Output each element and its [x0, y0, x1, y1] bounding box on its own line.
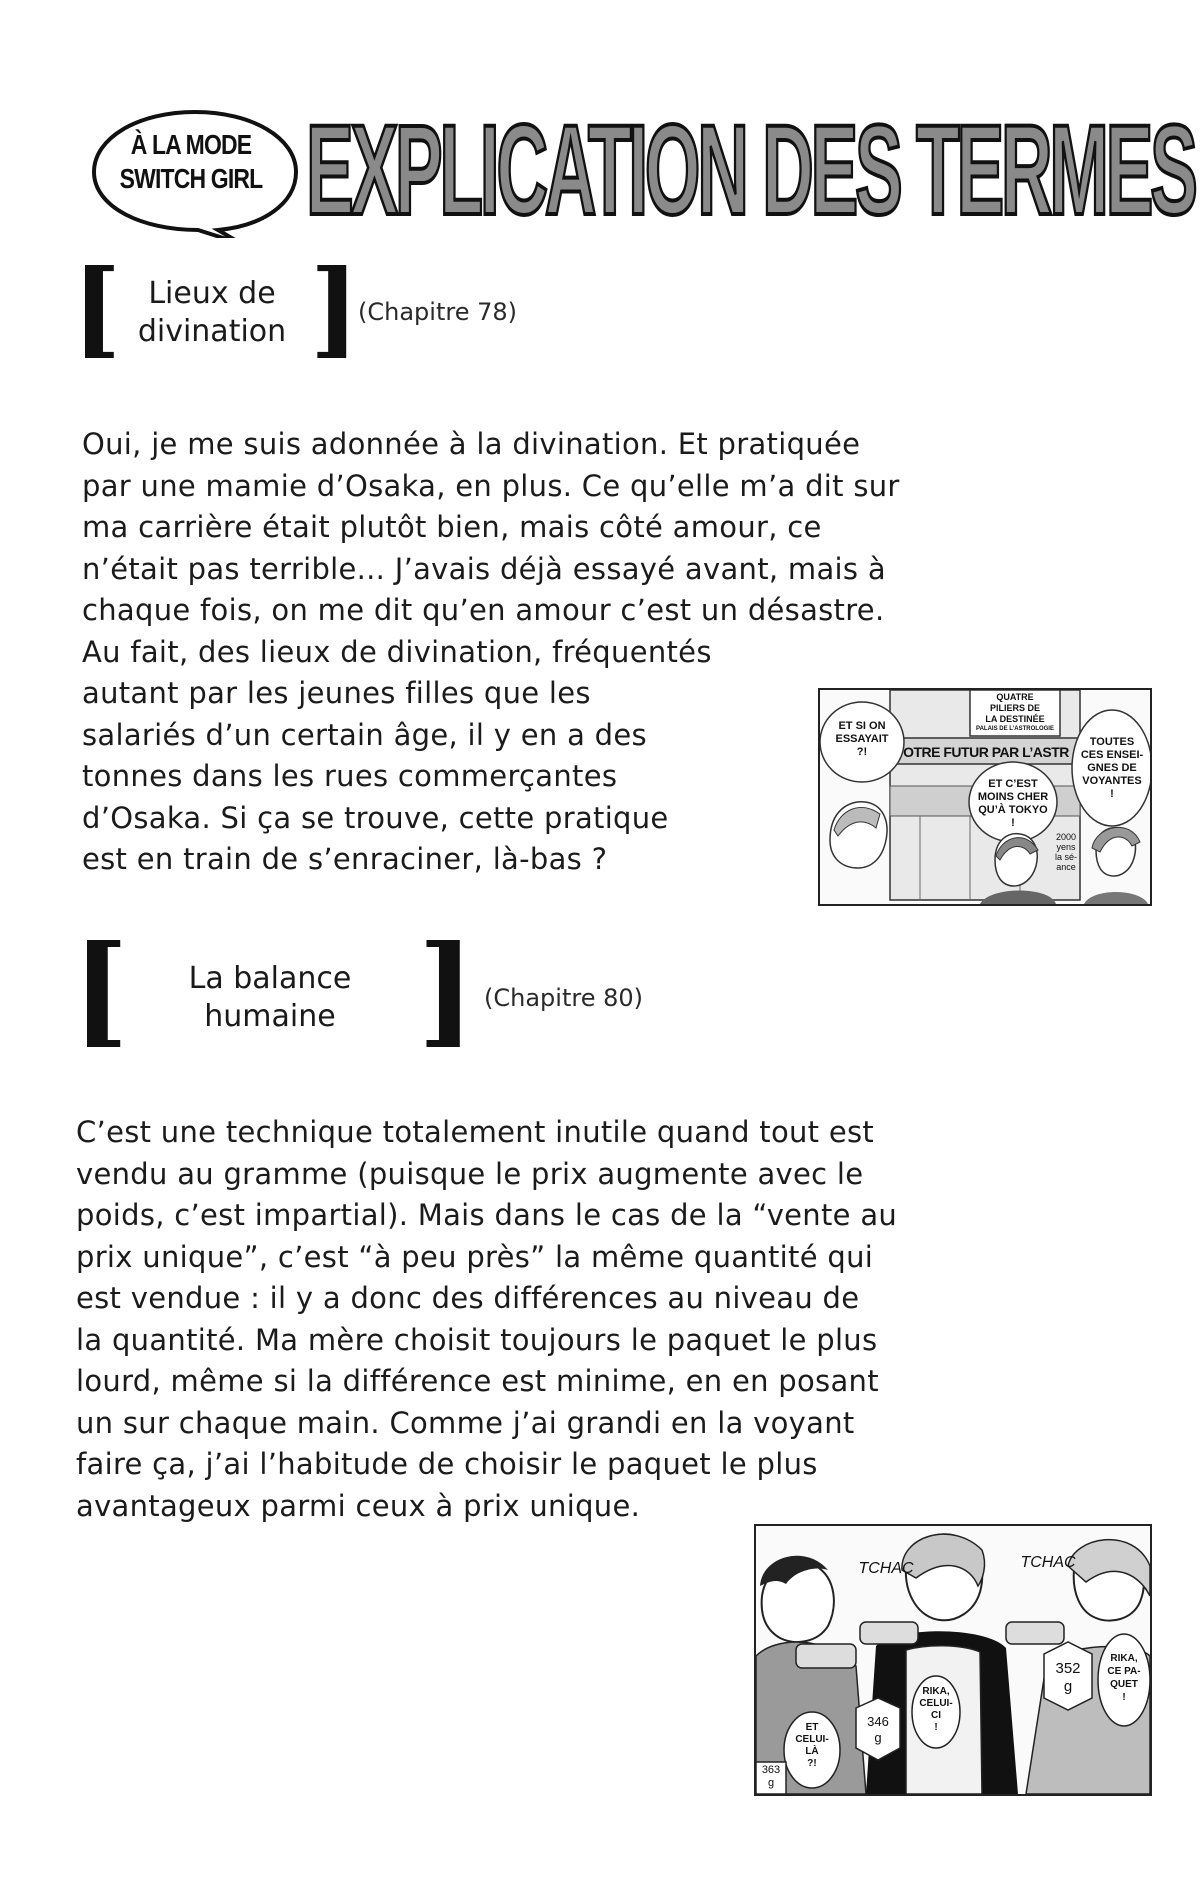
bubble-line: CELUI-	[795, 1734, 829, 1745]
panel-bubble-right	[1098, 1652, 1150, 1704]
sign-line: LA DESTINÉE	[985, 714, 1045, 724]
paragraph-line: la quantité. Ma mère choisit toujours le paquet le plus	[76, 1322, 878, 1357]
section-title-1-line-1: Lieux de	[148, 276, 276, 311]
series-name-line-2: SWITCH GIRL	[119, 163, 263, 194]
panel-bubble-middle	[912, 1686, 960, 1734]
paragraph-line: tonnes dans les rues commerçantes	[82, 759, 618, 793]
sign-line: QUATRE	[996, 692, 1034, 702]
series-name-line-1: À LA MODE	[130, 129, 252, 160]
right-bracket-2: ]	[418, 919, 475, 1060]
weight-value: 346	[867, 1714, 889, 1729]
bubble-line: ET	[805, 1722, 819, 1733]
bubble-line: !	[1122, 1692, 1126, 1703]
bubble-line: GNES DE	[1087, 762, 1137, 774]
chapter-reference-2: (Chapitre 80)	[484, 984, 643, 1012]
panel-price-note	[1046, 832, 1086, 872]
right-bracket-1: ]	[310, 246, 360, 369]
section-title-1-line-2: divination	[137, 314, 287, 349]
bubble-line: ET C’EST	[988, 778, 1038, 790]
paragraph-line: autant par les jeunes filles que les	[82, 676, 591, 710]
bubble-line: RIKA,	[1110, 1653, 1138, 1664]
left-bracket-2: [	[72, 919, 129, 1060]
panel-weight-352	[1044, 1660, 1092, 1696]
bubble-line: QUET	[1110, 1679, 1138, 1690]
paragraph-line: avantageux parmi ceux à prix unique.	[76, 1488, 641, 1523]
paragraph-line: est vendue : il y a donc des différences au niveau de	[76, 1281, 860, 1315]
bubble-line: LÀ	[805, 1746, 819, 1757]
paragraph-line: chaque fois, on me dit qu’en amour c’est un désastre.	[82, 593, 885, 627]
left-bracket-1: [	[72, 246, 122, 369]
bubble-line: !	[1011, 817, 1015, 829]
bubble-line: CELUI-	[919, 1698, 953, 1709]
weight-unit: g	[874, 1730, 882, 1745]
paragraph-line: salariés d’un certain âge, il y en a des	[82, 717, 647, 752]
paragraph-line: vendu au gramme (puisque le prix augmente avec le	[76, 1156, 864, 1191]
bubble-line: QU’À TOKYO	[978, 804, 1048, 816]
manga-panel-divination	[818, 688, 1152, 906]
chapter-reference-1: (Chapitre 78)	[358, 298, 517, 326]
paragraph-line: par une mamie d’Osaka, en plus. Ce qu’elle m’a dit sur	[82, 468, 900, 503]
paragraph-line: lourd, même si la différence est minime, en en posant	[76, 1364, 879, 1398]
weight-unit: g	[1063, 1678, 1073, 1695]
bubble-line: RIKA,	[922, 1686, 950, 1697]
bubble-line: ESSAYAIT	[835, 733, 889, 745]
note-line: ance	[1056, 862, 1076, 872]
bubble-line: ET SI ON	[838, 720, 886, 732]
section-title-2-line-1: La balance	[188, 961, 352, 996]
sign-line: PILIERS DE	[989, 703, 1040, 713]
bubble-line: !	[934, 1722, 938, 1733]
weight-value: 363	[761, 1764, 781, 1776]
bubble-line: CI	[931, 1710, 941, 1721]
manga-panel-balance	[754, 1524, 1152, 1796]
bubble-line: CES ENSEI-	[1080, 749, 1144, 761]
panel-sfx-right: TCHAC	[1020, 1554, 1076, 1571]
section-paragraph-2	[76, 1112, 897, 1527]
paragraph-line: poids, c’est impartial). Mais dans le cas de la “vente au	[76, 1198, 898, 1232]
panel-weight-346	[856, 1714, 900, 1746]
paragraph-line: n’était pas terrible... J’avais déjà essayé avant, mais à	[82, 551, 886, 586]
note-line: 2000	[1055, 832, 1077, 842]
panel-bubble-right	[1074, 736, 1150, 801]
sign-line: PALAIS DE L’ASTROLOGIE	[976, 726, 1054, 732]
paragraph-line: Oui, je me suis adonnée à la divination. Et pratiquée	[82, 427, 861, 461]
bubble-line: VOYANTES	[1082, 775, 1142, 787]
weight-unit: g	[767, 1777, 775, 1789]
panel-bubble-left	[822, 720, 902, 759]
panel-weight-363	[756, 1764, 786, 1790]
paragraph-line: d’Osaka. Si ça se trouve, cette pratique	[82, 800, 669, 835]
panel-sfx-left: TCHAC	[858, 1560, 914, 1577]
paragraph-line: Au fait, des lieux de divination, fréquentés	[82, 634, 712, 669]
section-paragraph-1	[82, 424, 900, 881]
panel-bubble-left	[786, 1722, 838, 1770]
series-name	[110, 128, 272, 196]
bubble-line: ?!	[807, 1758, 817, 1769]
paragraph-line: un sur chaque main. Comme j’ai grandi en la voyant	[76, 1405, 855, 1440]
weight-value: 352	[1055, 1660, 1081, 1677]
section-title-1	[112, 275, 312, 351]
paragraph-line: ma carrière était plutôt bien, mais côté amour, ce	[82, 510, 822, 544]
bubble-line: MOINS CHER	[977, 791, 1049, 803]
paragraph-line: prix unique”, c’est “à peu près” la même quantité qui	[76, 1239, 874, 1274]
bubble-line: !	[1110, 788, 1114, 800]
paragraph-line: est en train de s’enraciner, là-bas ?	[82, 842, 608, 876]
section-title-2	[140, 960, 400, 1036]
note-line: yens	[1056, 842, 1076, 852]
bubble-line: TOUTES	[1089, 736, 1135, 748]
bubble-line: CE PA-	[1107, 1666, 1141, 1677]
note-line: la sé-	[1054, 852, 1077, 862]
panel-sign-top	[970, 692, 1060, 734]
bubble-line: ?!	[856, 746, 868, 758]
panel-bubble-middle	[970, 778, 1056, 830]
page-title: EXPLICATION DES TERMES	[306, 99, 1195, 242]
section-title-2-line-2: humaine	[204, 999, 336, 1034]
paragraph-line: C’est une technique totalement inutile quand tout est	[76, 1115, 875, 1149]
panel-sign-banner: OTRE FUTUR PAR L’ASTR	[903, 744, 1069, 760]
paragraph-line: faire ça, j’ai l’habitude de choisir le paquet le plus	[76, 1447, 818, 1481]
